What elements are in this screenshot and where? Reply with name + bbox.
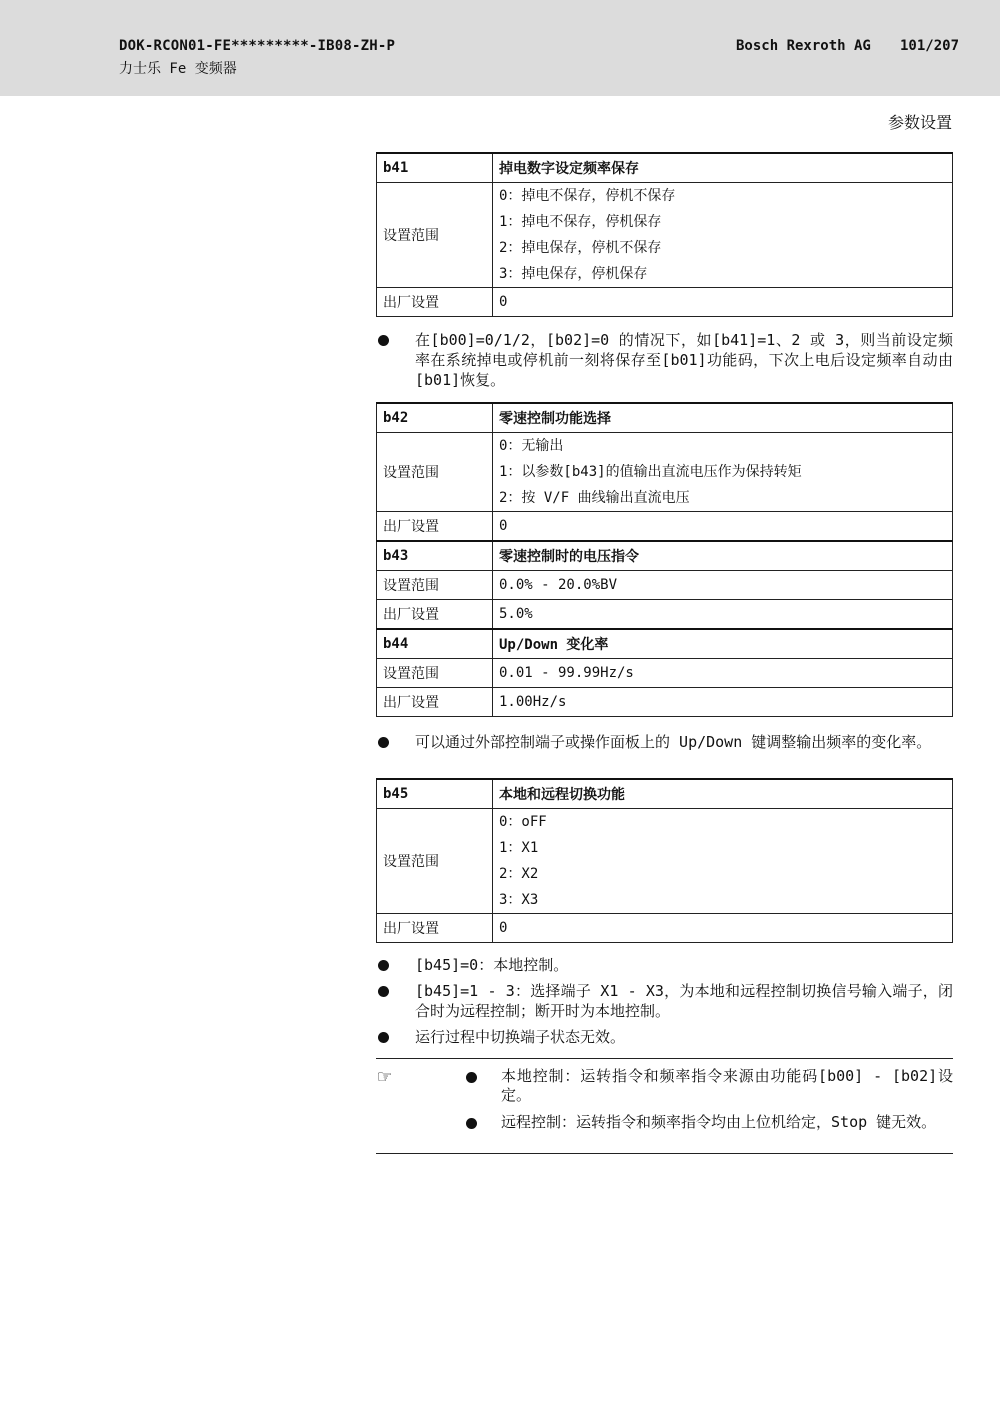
param-code: b42 <box>377 403 493 433</box>
range-row <box>377 183 953 288</box>
range-options <box>493 433 953 512</box>
param-header-row <box>377 403 953 433</box>
option-item: 1：X1 <box>499 840 539 856</box>
factory-value: 0 <box>493 914 953 943</box>
param-name: 零速控制功能选择 <box>493 403 953 433</box>
factory-value: 0 <box>493 288 953 317</box>
company-name: Bosch Rexroth AG <box>736 38 871 54</box>
bullet-item <box>376 330 953 390</box>
page-header <box>0 0 1000 96</box>
factory-value: 0 <box>493 512 953 542</box>
document-subtitle: 力士乐 Fe 变频器 <box>119 61 237 77</box>
param-code: b44 <box>377 629 493 659</box>
bullet-icon <box>378 1032 389 1043</box>
factory-value: 5.0% <box>493 600 953 630</box>
section-title: 参数设置 <box>887 113 952 132</box>
param-name: Up/Down 变化率 <box>493 629 953 659</box>
param-name: 掉电数字设定频率保存 <box>493 153 953 183</box>
bullet-icon <box>378 960 389 971</box>
param-code: b43 <box>377 541 493 571</box>
factory-row <box>377 914 953 943</box>
bullet-icon <box>466 1118 477 1129</box>
hint-item <box>462 1113 953 1132</box>
option-item: 1：掉电不保存，停机保存 <box>499 214 662 230</box>
b41-notes <box>376 330 953 396</box>
bullet-icon <box>466 1072 477 1083</box>
param-table-b42-b44 <box>376 402 953 717</box>
bullet-text: [b45]=1 - 3：选择端子 X1 - X3，为本地和远程控制切换信号输入端子，闭合时为远程控制；断开时为本地控制。 <box>415 982 953 1020</box>
param-table-b41 <box>376 152 953 317</box>
option-item: 2：按 V/F 曲线输出直流电压 <box>499 490 690 506</box>
bullet-item <box>376 1027 953 1047</box>
bullet-icon <box>378 335 389 346</box>
option-item: 0：掉电不保存，停机不保存 <box>499 188 676 204</box>
range-value: 0.01 - 99.99Hz/s <box>493 659 953 688</box>
param-header-row <box>377 541 953 571</box>
bullet-text: [b45]=0：本地控制。 <box>415 956 569 974</box>
factory-row <box>377 688 953 717</box>
page-number: 101/207 <box>900 38 960 54</box>
param-code: b45 <box>377 779 493 809</box>
param-header-row <box>377 153 953 183</box>
hint-box <box>376 1058 953 1154</box>
bullet-text: 可以通过外部控制端子或操作面板上的 Up/Down 键调整输出频率的变化率。 <box>415 733 932 751</box>
range-row <box>377 809 953 914</box>
range-label: 设置范围 <box>377 183 493 288</box>
param-code: b41 <box>377 153 493 183</box>
param-name: 本地和远程切换功能 <box>493 779 953 809</box>
b45-notes <box>376 955 953 1053</box>
range-label: 设置范围 <box>377 433 493 512</box>
hint-text: 远程控制：运转指令和频率指令均由上位机给定，Stop 键无效。 <box>501 1113 937 1131</box>
option-item: 0：无输出 <box>499 438 564 454</box>
factory-label: 出厂设置 <box>377 512 493 542</box>
hint-items <box>462 1067 953 1140</box>
factory-label: 出厂设置 <box>377 688 493 717</box>
bullet-text: 在[b00]=0/1/2，[b02]=0 的情况下，如[b41]=1、2 或 3，则当前设定频率在系统掉电或停机前一刻将保存至[b01]功能码，下次上电后设定频率自动由[b01]恢复。 <box>415 331 953 389</box>
factory-row <box>377 600 953 630</box>
factory-row <box>377 288 953 317</box>
param-table-b45 <box>376 778 953 943</box>
range-row <box>377 433 953 512</box>
option-item: 1：以参数[b43]的值输出直流电压作为保持转矩 <box>499 464 802 480</box>
option-item: 0：oFF <box>499 814 547 830</box>
hint-item <box>462 1067 953 1105</box>
factory-value: 1.00Hz/s <box>493 688 953 717</box>
bullet-item <box>376 981 953 1021</box>
range-row <box>377 659 953 688</box>
range-options <box>493 183 953 288</box>
pointing-hand-icon: ☞ <box>378 1065 392 1090</box>
range-label: 设置范围 <box>377 659 493 688</box>
option-item: 3：X3 <box>499 892 539 908</box>
range-options <box>493 809 953 914</box>
b44-notes <box>376 732 953 758</box>
range-value: 0.0% - 20.0%BV <box>493 571 953 600</box>
hint-text: 本地控制：运转指令和频率指令来源由功能码[b00] - [b02]设定。 <box>501 1067 953 1104</box>
param-header-row <box>377 629 953 659</box>
factory-label: 出厂设置 <box>377 914 493 943</box>
option-item: 2：掉电保存，停机不保存 <box>499 240 662 256</box>
bullet-icon <box>378 737 389 748</box>
range-label: 设置范围 <box>377 809 493 914</box>
option-item: 3：掉电保存，停机保存 <box>499 266 648 282</box>
param-name: 零速控制时的电压指令 <box>493 541 953 571</box>
factory-row <box>377 512 953 542</box>
bullet-icon <box>378 986 389 997</box>
factory-label: 出厂设置 <box>377 288 493 317</box>
range-label: 设置范围 <box>377 571 493 600</box>
bullet-item <box>376 955 953 975</box>
bullet-text: 运行过程中切换端子状态无效。 <box>415 1028 626 1046</box>
bullet-item <box>376 732 953 752</box>
option-item: 2：X2 <box>499 866 539 882</box>
factory-label: 出厂设置 <box>377 600 493 630</box>
range-row <box>377 571 953 600</box>
param-header-row <box>377 779 953 809</box>
document-code: DOK-RCON01-FE*********-IB08-ZH-P <box>119 38 396 54</box>
